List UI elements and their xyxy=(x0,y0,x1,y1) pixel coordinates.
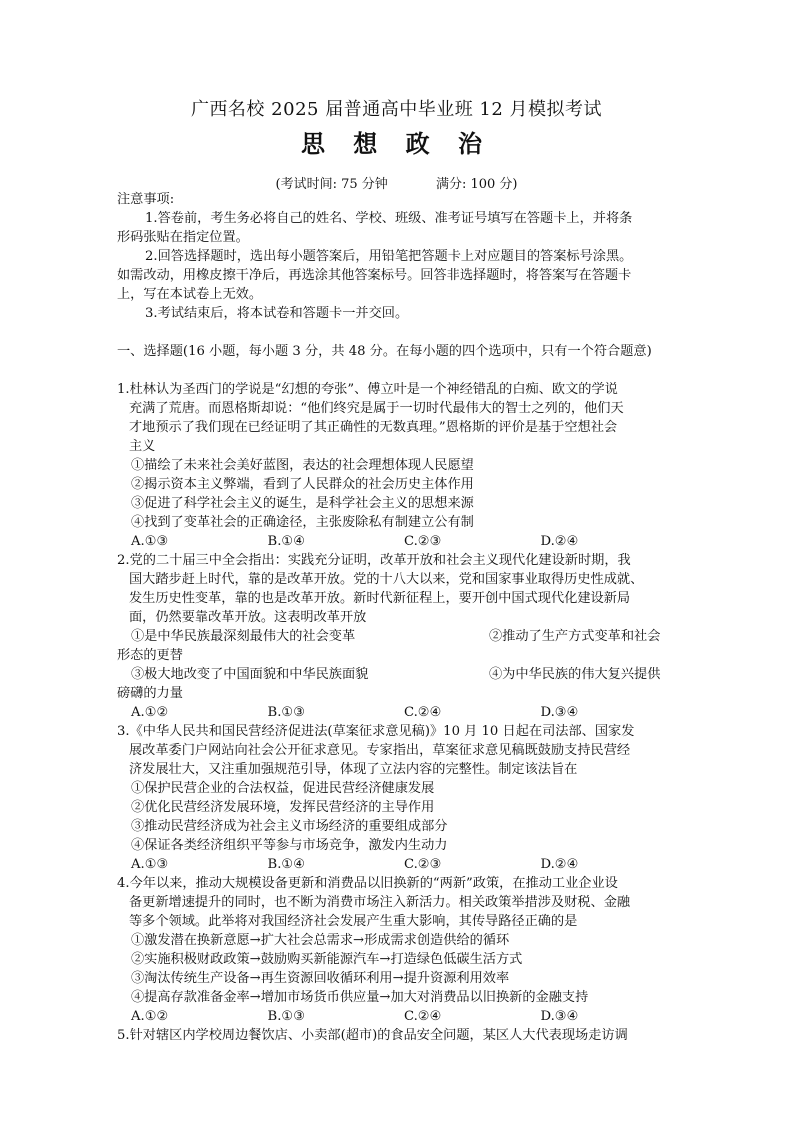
choice-c: C.②④ xyxy=(404,705,442,720)
note-line: 2.回答选择题时，选出每小题答案后，用铅笔把答题卡上对应题目的答案标号涂黑。 xyxy=(145,249,633,264)
choice-a: A.①③ xyxy=(131,857,169,872)
choice-a: A.①③ xyxy=(131,534,169,549)
question-1-option: ②揭示资本主义弊端，看到了人民群众的社会历史主体作用 xyxy=(131,477,474,492)
choice-c: C.②③ xyxy=(404,857,442,872)
notes-heading: 注意事项: xyxy=(117,192,175,207)
question-2-option: ②推动了生产方式变革和社会 xyxy=(489,629,661,644)
question-4-line: 4.今年以来，推动大规模设备更新和消费品以旧换新的“两新”政策，在推动工业企业设 xyxy=(117,876,618,891)
note-line: 形码张贴在指定位置。 xyxy=(117,230,249,245)
question-4-line: 等多个领域。此举将对我国经济社会发展产生重大影响，其传导路径正确的是 xyxy=(129,914,578,929)
question-2-option: ③极大地改变了中国面貌和中华民族面貌 xyxy=(131,667,369,682)
section-heading: 一、选择题(16 小题，每小题 3 分，共 48 分。在每小题的四个选项中，只有一个符合题意) xyxy=(117,344,652,359)
question-3-choices xyxy=(117,855,677,874)
question-2-option-cont: 磅礴的力量 xyxy=(117,686,183,701)
question-2-option: ①是中华民族最深刻最伟大的社会变革 xyxy=(131,629,356,644)
question-1-option: ③促进了科学社会主义的诞生，是科学社会主义的思想来源 xyxy=(131,496,474,511)
choice-b: B.①③ xyxy=(267,1009,306,1024)
note-line: 3.考试结束后，将本试卷和答题卡一并交回。 xyxy=(145,306,409,321)
question-2-options-row xyxy=(117,627,677,646)
question-4-choices xyxy=(117,1007,677,1026)
choice-d: D.③④ xyxy=(540,1009,579,1024)
question-2-line: 面，仍然要靠改革开放。这表明改革开放 xyxy=(129,610,367,625)
exam-title: 广西名校 2025 届普通高中毕业班 12 月模拟考试 xyxy=(190,99,603,120)
question-1-choices xyxy=(117,532,677,551)
question-3-option: ①保护民营企业的合法权益，促进民营经济健康发展 xyxy=(131,781,435,796)
exam-body xyxy=(117,190,677,1045)
choice-a: A.①② xyxy=(131,705,169,720)
question-4-option: ②实施积极财政政策→鼓励购买新能源汽车→打造绿色低碳生活方式 xyxy=(131,952,523,967)
question-1-line: 充满了荒唐。而恩格斯却说：“他们终究是属于一切时代最伟大的智士之列的，他们天 xyxy=(129,401,624,416)
question-2-options-row xyxy=(117,665,677,684)
question-2-choices xyxy=(117,703,677,722)
question-3-option: ③推动民营经济成为社会主义市场经济的重要组成部分 xyxy=(131,819,448,834)
question-2-option: ④为中华民族的伟大复兴提供 xyxy=(489,667,661,682)
exam-score: 满分: 100 分) xyxy=(435,177,518,192)
question-1-line: 才地预示了我们现在已经证明了其正确性的无数真理。”恩格斯的评价是基于空想社会 xyxy=(129,420,618,435)
choice-a: A.①② xyxy=(131,1009,169,1024)
question-4-line: 备更新增速提升的同时，也不断为消费市场注入新活力。相关政策举措涉及财税、金融 xyxy=(129,895,631,910)
choice-d: D.②④ xyxy=(540,534,579,549)
note-line: 上，写在本试卷上无效。 xyxy=(117,287,263,302)
note-line: 如需改动，用橡皮擦干净后，再选涂其他答案标号。回答非选择题时，将答案写在答题卡 xyxy=(117,268,632,283)
question-3-option: ②优化民营经济发展环境，发挥民营经济的主导作用 xyxy=(131,800,435,815)
question-4-option: ③淘汰传统生产设备→再生资源回收循环利用→提升资源利用效率 xyxy=(131,971,510,986)
choice-c: C.②③ xyxy=(404,534,442,549)
question-2-line: 发生历史性变革，靠的也是改革开放。新时代新征程上，要开创中国式现代化建设新局 xyxy=(129,591,631,606)
question-1-line: 1.杜林认为圣西门的学说是“幻想的夸张”、傅立叶是一个神经错乱的白痴、欧文的学说 xyxy=(117,382,618,397)
question-3-option: ④保证各类经济组织平等参与市场竞争，激发内生动力 xyxy=(131,838,448,853)
note-line: 1.答卷前，考生务必将自己的姓名、学校、班级、准考证号填写在答题卡上，并将条 xyxy=(145,211,633,226)
question-3-line: 济发展壮大，又注重加强规范引导，体现了立法内容的完整性。制定该法旨在 xyxy=(129,762,578,777)
choice-b: B.①④ xyxy=(267,857,306,872)
choice-d: D.③④ xyxy=(540,705,579,720)
question-2-line: 国大踏步赶上时代，靠的是改革开放。党的十八大以来，党和国家事业取得历史性成就、 xyxy=(129,572,644,587)
question-3-line: 展改革委门户网站向社会公开征求意见。专家指出，草案征求意见稿既鼓励支持民营经 xyxy=(129,743,631,758)
question-5-line: 5.针对辖区内学校周边餐饮店、小卖部(超市)的食品安全问题，某区人大代表现场走访调 xyxy=(117,1028,628,1043)
question-4-option: ④提高存款准备金率→增加市场货币供应量→加大对消费品以旧换新的金融支持 xyxy=(131,990,589,1005)
question-4-option: ①激发潜在换新意愿→扩大社会总需求→形成需求创造供给的循环 xyxy=(131,933,510,948)
question-1-option: ①描绘了未来社会美好蓝图，表达的社会理想体现人民愿望 xyxy=(131,458,474,473)
question-1-line: 主义 xyxy=(129,439,156,454)
question-1-option: ④找到了变革社会的正确途径，主张废除私有制建立公有制 xyxy=(131,515,474,530)
exam-time: (考试时间: 75 分钟 xyxy=(275,177,388,192)
question-3-line: 3.《中华人民共和国民营经济促进法(草案征求意见稿)》10 月 10 日起在司法部、国家发 xyxy=(117,724,635,739)
choice-c: C.②④ xyxy=(404,1009,442,1024)
choice-b: B.①④ xyxy=(267,534,306,549)
subject-title: 思 想 政 治 xyxy=(300,129,493,158)
choice-d: D.②④ xyxy=(540,857,579,872)
question-2-line: 2.党的二十届三中全会指出：实践充分证明，改革开放和社会主义现代化建设新时期，我 xyxy=(117,553,631,568)
question-2-option-cont: 形态的更替 xyxy=(117,648,183,663)
choice-b: B.①③ xyxy=(267,705,306,720)
